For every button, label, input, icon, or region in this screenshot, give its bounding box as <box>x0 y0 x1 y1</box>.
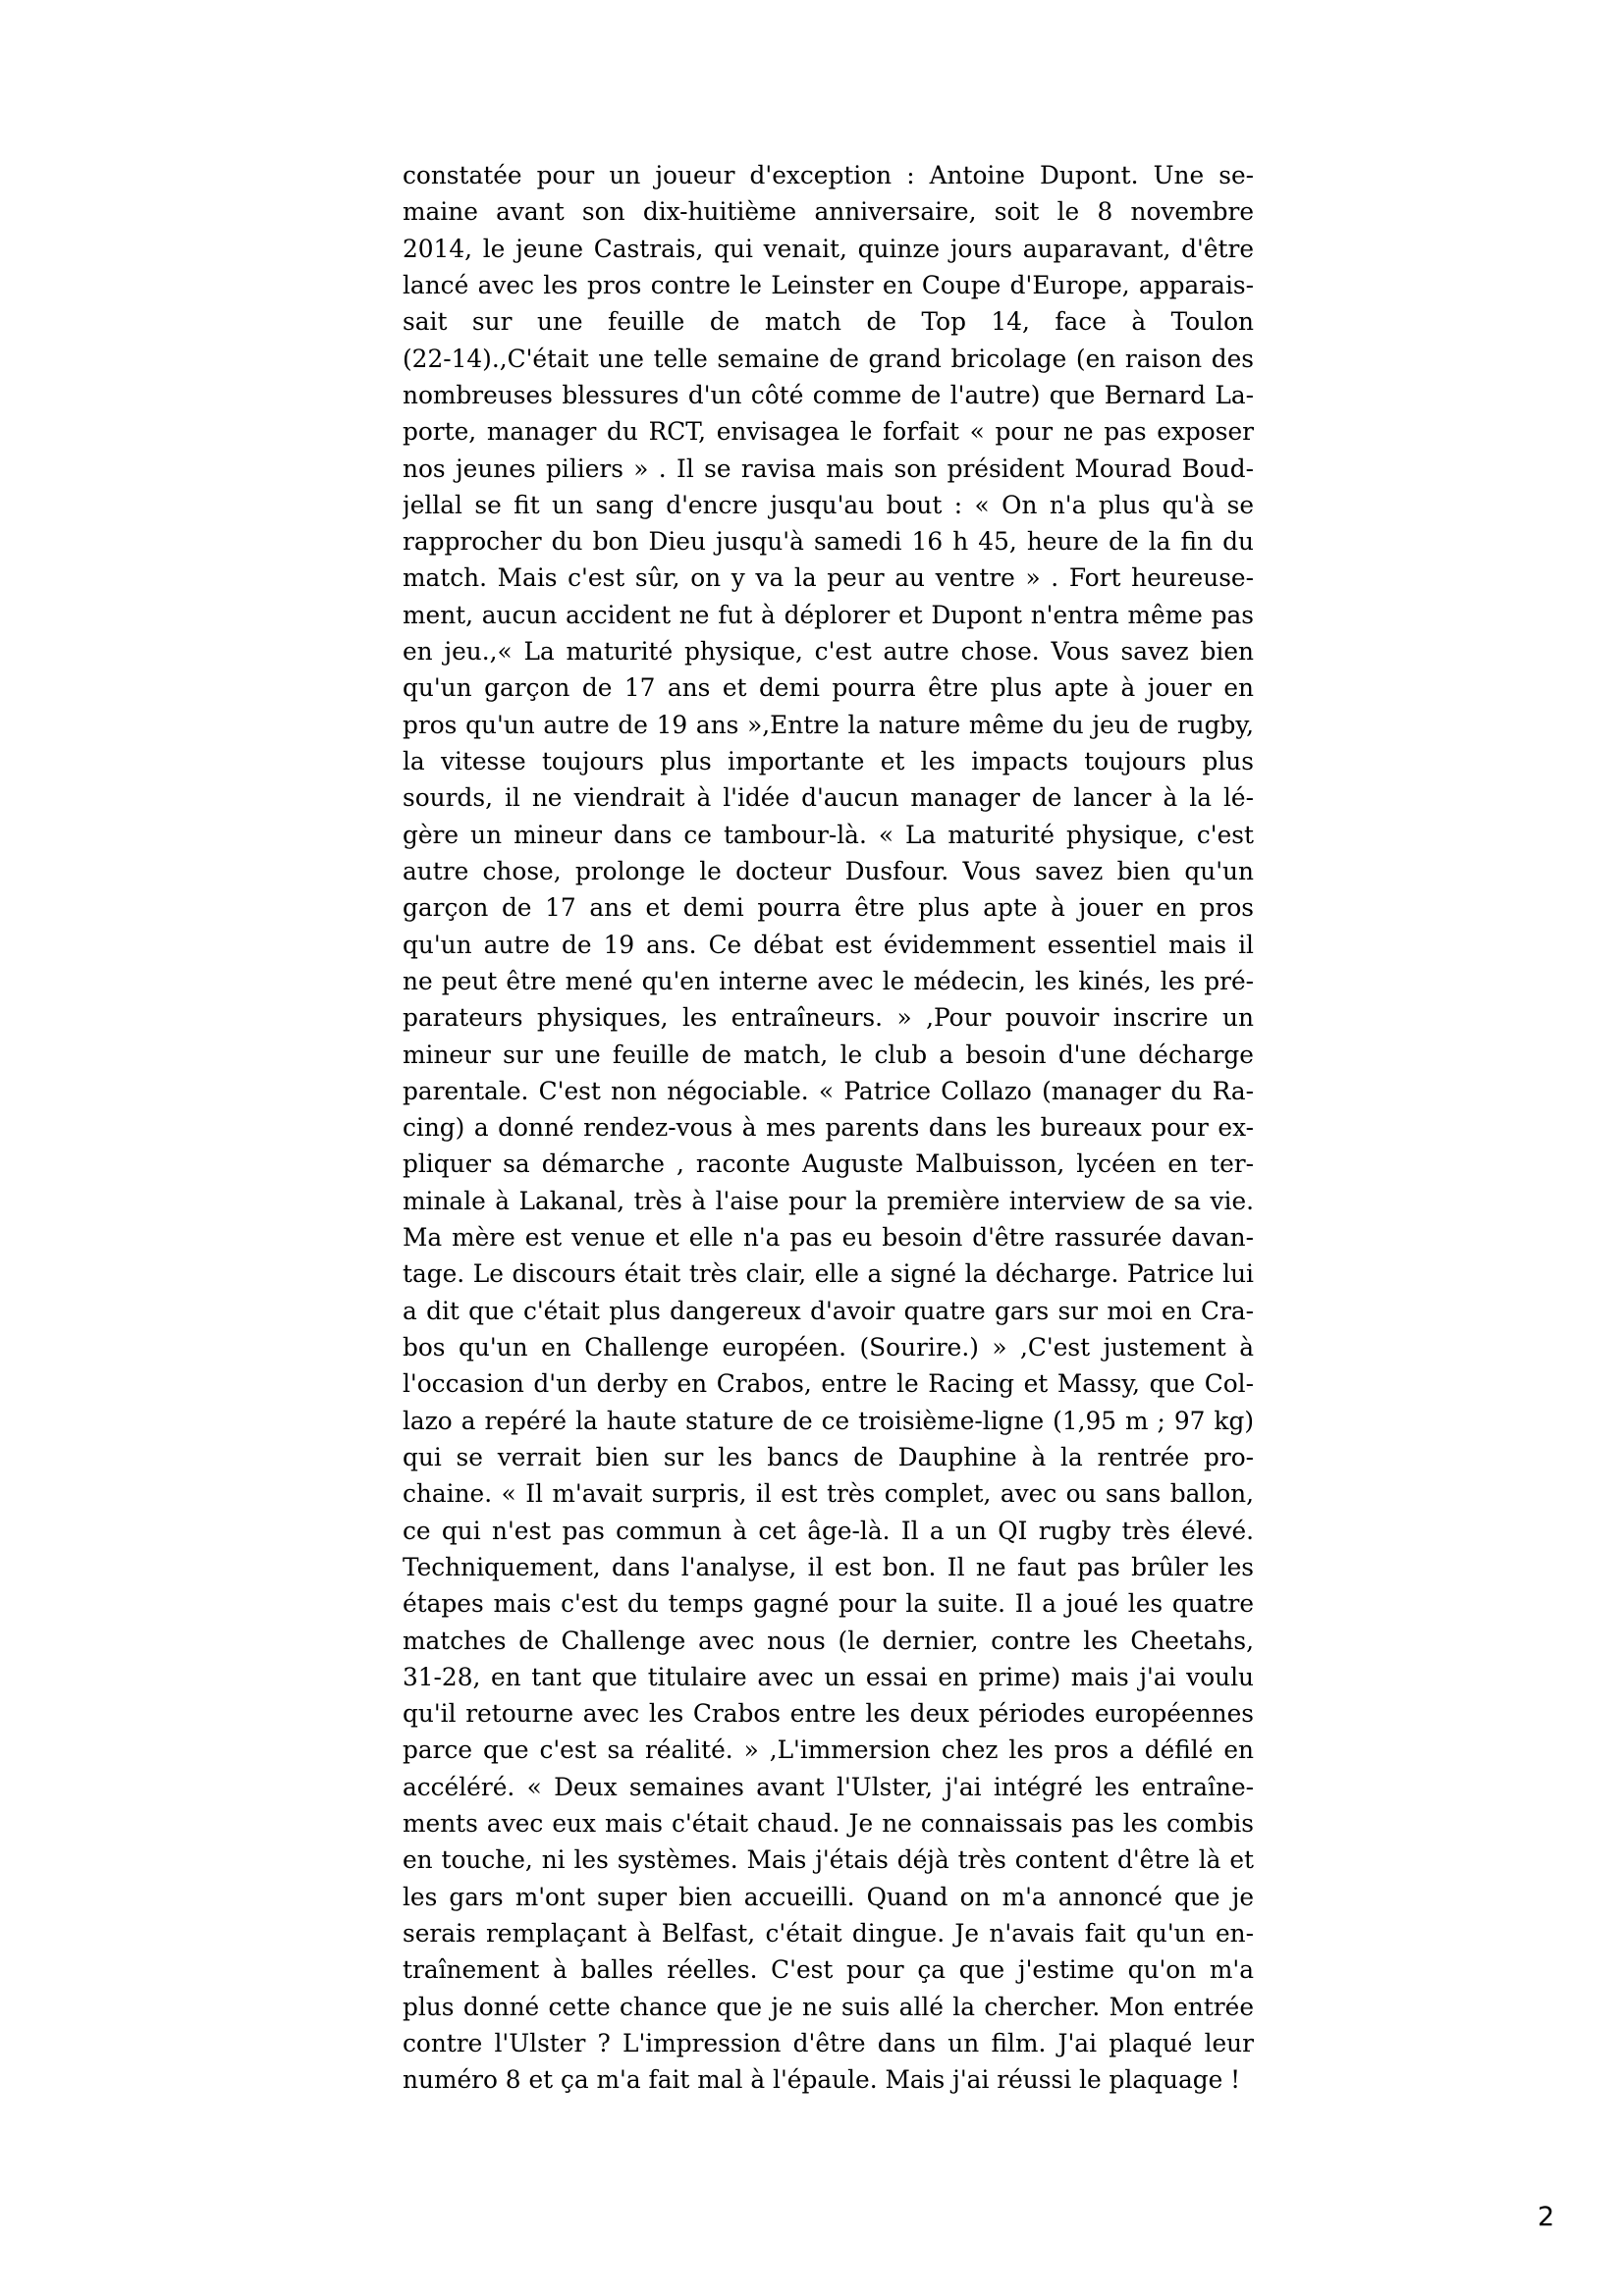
text-line: traînement à balles réelles. C'est pour ça que j'estime qu'on m'a <box>403 1955 1254 1985</box>
text-line: bos qu'un en Challenge européen. (Sourire.) » ,C'est justement à <box>403 1333 1254 1362</box>
text-line: numéro 8 et ça m'a fait mal à l'épaule. Mais j'ai réussi le plaquage ! <box>403 2065 1241 2095</box>
text-line: sourds, il ne viendrait à l'idée d'aucun manager de lancer à la lé- <box>403 783 1254 813</box>
page-number: 2 <box>1538 2202 1555 2232</box>
text-line: a dit que c'était plus dangereux d'avoir quatre gars sur moi en Cra- <box>403 1296 1254 1325</box>
text-line: gère un mineur dans ce tambour-là. « La maturité physique, c'est <box>403 820 1254 849</box>
text-line: sait sur une feuille de match de Top 14, face à Toulon <box>403 307 1254 337</box>
text-line: qu'il retourne avec les Crabos entre les deux périodes européennes <box>403 1699 1254 1729</box>
text-line: porte, manager du RCT, envisagea le forfait « pour ne pas exposer <box>403 417 1254 447</box>
text-line: mineur sur une feuille de match, le club a besoin d'une décharge <box>403 1040 1254 1069</box>
text-line: étapes mais c'est du temps gagné pour la suite. Il a joué les quatre <box>403 1589 1254 1619</box>
text-line: en jeu.,« La maturité physique, c'est autre chose. Vous savez bien <box>403 637 1254 667</box>
text-line: nos jeunes piliers » . Il se ravisa mais son président Mourad Boud- <box>403 454 1254 483</box>
text-line: (22-14).,C'était une telle semaine de grand bricolage (en raison des <box>403 344 1254 373</box>
text-line: contre l'Ulster ? L'impression d'être dans un film. J'ai plaqué leur <box>403 2028 1254 2057</box>
text-line: ments avec eux mais c'était chaud. Je ne connaissais pas les combis <box>403 1809 1254 1839</box>
article-body-text <box>403 157 1254 2099</box>
text-line: serais remplaçant à Belfast, c'était dingue. Je n'avais fait qu'un en- <box>403 1919 1254 1948</box>
text-line: rapprocher du bon Dieu jusqu'à samedi 16 h 45, heure de la fin du <box>403 527 1254 557</box>
text-line: les gars m'ont super bien accueilli. Quand on m'a annoncé que je <box>403 1882 1254 1911</box>
text-line: parentale. C'est non négociable. « Patrice Collazo (manager du Ra- <box>403 1076 1254 1105</box>
text-line: match. Mais c'est sûr, on y va la peur au ventre » . Fort heureuse- <box>403 563 1254 593</box>
text-line: pros qu'un autre de 19 ans »,Entre la nature même du jeu de rugby, <box>403 710 1254 739</box>
text-line: lancé avec les pros contre le Leinster en Coupe d'Europe, apparais- <box>403 270 1254 299</box>
text-line: constatée pour un joueur d'exception : Antoine Dupont. Une se- <box>403 161 1254 189</box>
text-line: pliquer sa démarche , raconte Auguste Malbuisson, lycéen en ter- <box>403 1149 1254 1179</box>
text-line: accéléré. « Deux semaines avant l'Ulster, j'ai intégré les entraîne- <box>403 1772 1254 1801</box>
text-line: ce qui n'est pas commun à cet âge-là. Il a un QI rugby très élevé. <box>403 1516 1254 1545</box>
text-line: minale à Lakanal, très à l'aise pour la première interview de sa vie. <box>403 1186 1254 1215</box>
text-line: ne peut être mené qu'en interne avec le médecin, les kinés, les pré- <box>403 966 1254 995</box>
text-line: jellal se fit un sang d'encre jusqu'au bout : « On n'a plus qu'à se <box>403 490 1254 519</box>
text-line: cing) a donné rendez-vous à mes parents dans les bureaux pour ex- <box>403 1113 1254 1143</box>
text-line: ment, aucun accident ne fut à déplorer et Dupont n'entra même pas <box>403 600 1254 629</box>
text-line: Techniquement, dans l'analyse, il est bon. Il ne faut pas brûler les <box>403 1552 1254 1581</box>
text-line: matches de Challenge avec nous (le dernier, contre les Cheetahs, <box>403 1626 1254 1655</box>
text-line: tage. Le discours était très clair, elle a signé la décharge. Patrice lui <box>403 1259 1254 1289</box>
text-line: maine avant son dix-huitième anniversaire, soit le 8 novembre <box>403 197 1254 227</box>
text-line: qu'un autre de 19 ans. Ce débat est évidemment essentiel mais il <box>403 930 1254 959</box>
text-line: qui se verrait bien sur les bancs de Dauphine à la rentrée pro- <box>403 1442 1254 1471</box>
text-line: la vitesse toujours plus importante et les impacts toujours plus <box>403 747 1254 775</box>
text-line: plus donné cette chance que je ne suis allé la chercher. Mon entrée <box>403 1992 1254 2021</box>
text-line: autre chose, prolonge le docteur Dusfour. Vous savez bien qu'un <box>403 856 1254 885</box>
text-line: 2014, le jeune Castrais, qui venait, quinze jours auparavant, d'être <box>403 234 1254 263</box>
text-line: en touche, ni les systèmes. Mais j'étais déjà très content d'être là et <box>403 1845 1254 1875</box>
text-line: parce que c'est sa réalité. » ,L'immersion chez les pros a défilé en <box>403 1735 1254 1765</box>
text-line: 31-28, en tant que titulaire avec un essai en prime) mais j'ai voulu <box>403 1662 1254 1691</box>
text-line: Ma mère est venue et elle n'a pas eu besoin d'être rassurée davan- <box>403 1223 1254 1253</box>
text-line: l'occasion d'un derby en Crabos, entre le Racing et Massy, que Col- <box>403 1369 1254 1399</box>
text-line: nombreuses blessures d'un côté comme de l'autre) que Bernard La- <box>403 380 1254 409</box>
text-line: garçon de 17 ans et demi pourra être plus apte à jouer en pros <box>403 893 1254 923</box>
text-line: qu'un garçon de 17 ans et demi pourra être plus apte à jouer en <box>403 673 1254 703</box>
text-line: parateurs physiques, les entraîneurs. » ,Pour pouvoir inscrire un <box>403 1003 1254 1033</box>
text-line: lazo a repéré la haute stature de ce troisième-ligne (1,95 m ; 97 kg) <box>403 1406 1254 1435</box>
text-line: chaine. « Il m'avait surpris, il est très complet, avec ou sans ballon, <box>403 1479 1254 1509</box>
